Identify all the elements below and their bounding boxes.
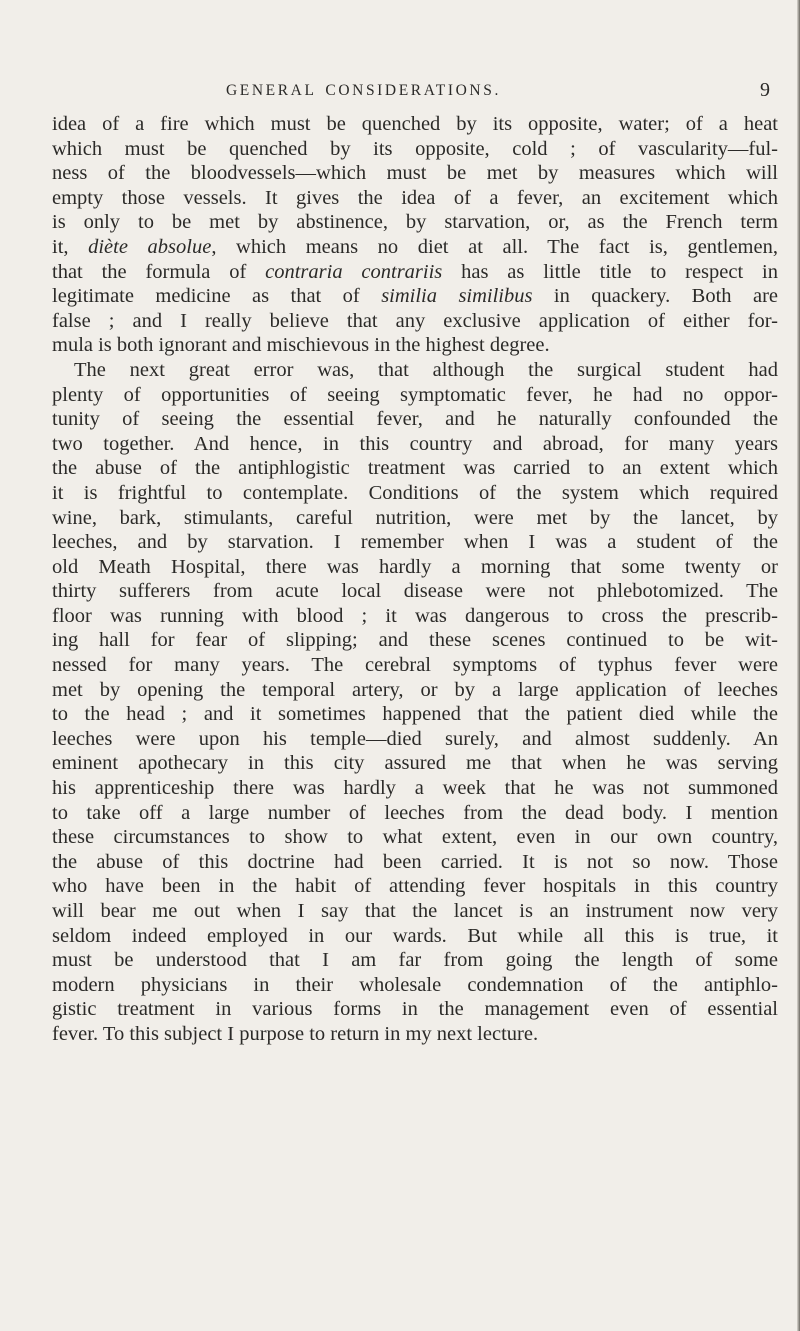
text-line (52, 825, 778, 850)
text-line (52, 260, 778, 285)
text-line (52, 948, 778, 973)
text-run: these circumstances to show to what extent, even in our own country, (52, 826, 778, 849)
text-line (52, 874, 778, 899)
text-line (52, 579, 778, 604)
text-line (52, 678, 778, 703)
text-line (52, 481, 778, 506)
text-run: ing hall for fear of slipping; and these scenes continued to be wit- (52, 629, 778, 652)
text-line (52, 161, 778, 186)
text-line (52, 235, 778, 260)
text-run: to the head ; and it sometimes happened that the patient died while the (52, 703, 778, 726)
text-run: who have been in the habit of attending fever hospitals in this country (52, 875, 778, 898)
text-run: two together. And hence, in this country and abroad, for many years (52, 432, 778, 455)
text-line (52, 333, 778, 358)
text-run: mula is both ignorant and mischievous in the highest degree. (52, 334, 550, 357)
text-line (52, 727, 778, 752)
text-line (52, 137, 778, 162)
text-line (52, 997, 778, 1022)
running-head (0, 80, 800, 106)
text-line (52, 284, 778, 309)
text-line (52, 407, 778, 432)
text-run: must be understood that I am far from going the length of some (52, 949, 778, 972)
text-line (52, 456, 778, 481)
text-run: thirty sufferers from acute local disease were not phlebotomized. The (52, 580, 778, 603)
text-line (52, 653, 778, 678)
text-run: fever. To this subject I purpose to return in my next lecture. (52, 1022, 539, 1045)
text-line (52, 309, 778, 334)
text-run: met by opening the temporal artery, or by a large application of leeches (52, 678, 778, 701)
text-run: idea of a fire which must be quenched by its opposite, water; of a heat (52, 113, 778, 135)
text-run: it, (52, 235, 89, 258)
text-run: it is frightful to contemplate. Conditions of the system which required (52, 481, 778, 504)
text-run: his apprenticeship there was hardly a week that he was not summoned (52, 777, 778, 800)
text-line (52, 801, 778, 826)
text-line (52, 112, 778, 137)
text-run: eminent apothecary in this city assured me that when he was serving (52, 752, 778, 775)
text-run: the abuse of this doctrine had been carried. It is not so now. Those (52, 850, 778, 873)
text-line (52, 1022, 778, 1047)
text-run: false ; and I really believe that any exclusive application of either for- (52, 309, 778, 332)
text-run: plenty of opportunities of seeing symptomatic fever, he had no oppor- (52, 383, 778, 406)
text-run: nessed for many years. The cerebral symptoms of typhus fever were (52, 654, 778, 677)
running-title: GENERAL CONSIDERATIONS. (226, 82, 501, 99)
text-line (52, 555, 778, 580)
text-run: to take off a large number of leeches from the dead body. I mention (52, 801, 778, 824)
text-line (52, 899, 778, 924)
text-line (52, 358, 778, 383)
italic-phrase: similia similibus (381, 285, 533, 308)
text-run: is only to be met by abstinence, by starvation, or, as the French term (52, 211, 778, 234)
text-line (52, 702, 778, 727)
text-run: empty those vessels. It gives the idea of a fever, an excitement which (52, 186, 778, 209)
text-line (52, 924, 778, 949)
page-number: 9 (760, 79, 770, 101)
text-line (52, 186, 778, 211)
text-line (52, 776, 778, 801)
text-line (52, 751, 778, 776)
text-run: modern physicians in their wholesale condemnation of the antiphlo- (52, 973, 778, 996)
text-run: will bear me out when I say that the lancet is an instrument now very (52, 900, 778, 922)
text-line (52, 850, 778, 875)
text-run: leeches, and by starvation. I remember when I was a student of the (52, 531, 778, 554)
text-run: old Meath Hospital, there was hardly a morning that some twenty or (52, 555, 778, 578)
text-run: seldom indeed employed in our wards. But while all this is true, it (52, 924, 778, 947)
text-line (52, 383, 778, 408)
body-text (52, 112, 778, 1047)
text-line (52, 973, 778, 998)
text-line (52, 628, 778, 653)
text-run: wine, bark, stimulants, careful nutrition, were met by the lancet, by (52, 506, 778, 529)
text-run: ness of the bloodvessels—which must be met by measures which will (52, 162, 778, 185)
text-run: tunity of seeing the essential fever, and he naturally confounded the (52, 408, 778, 431)
text-run: , which means no diet at all. The fact is, gentlemen, (211, 235, 778, 258)
text-run: legitimate medicine as that of (52, 285, 382, 308)
text-run: gistic treatment in various forms in the management even of essential (52, 998, 778, 1021)
text-run: has as little title to respect in (442, 260, 778, 283)
text-run: the abuse of the antiphlogistic treatment was carried to an extent which (52, 457, 778, 480)
text-run: which must be quenched by its opposite, cold ; of vascularity—ful- (52, 137, 778, 160)
text-run: floor was running with blood ; it was dangerous to cross the prescrib- (52, 604, 778, 627)
text-line (52, 604, 778, 629)
text-run: leeches were upon his temple—died surely, and almost suddenly. An (52, 727, 778, 750)
italic-phrase: contraria contrariis (265, 260, 443, 283)
text-line (52, 506, 778, 531)
text-line (52, 432, 778, 457)
text-run: in quackery. Both are (532, 285, 778, 308)
text-run: that the formula of (52, 260, 266, 283)
text-line (52, 210, 778, 235)
italic-phrase: diète absolue (88, 235, 212, 258)
text-line (52, 530, 778, 555)
text-run: The next great error was, that although the surgical student had (74, 358, 778, 381)
